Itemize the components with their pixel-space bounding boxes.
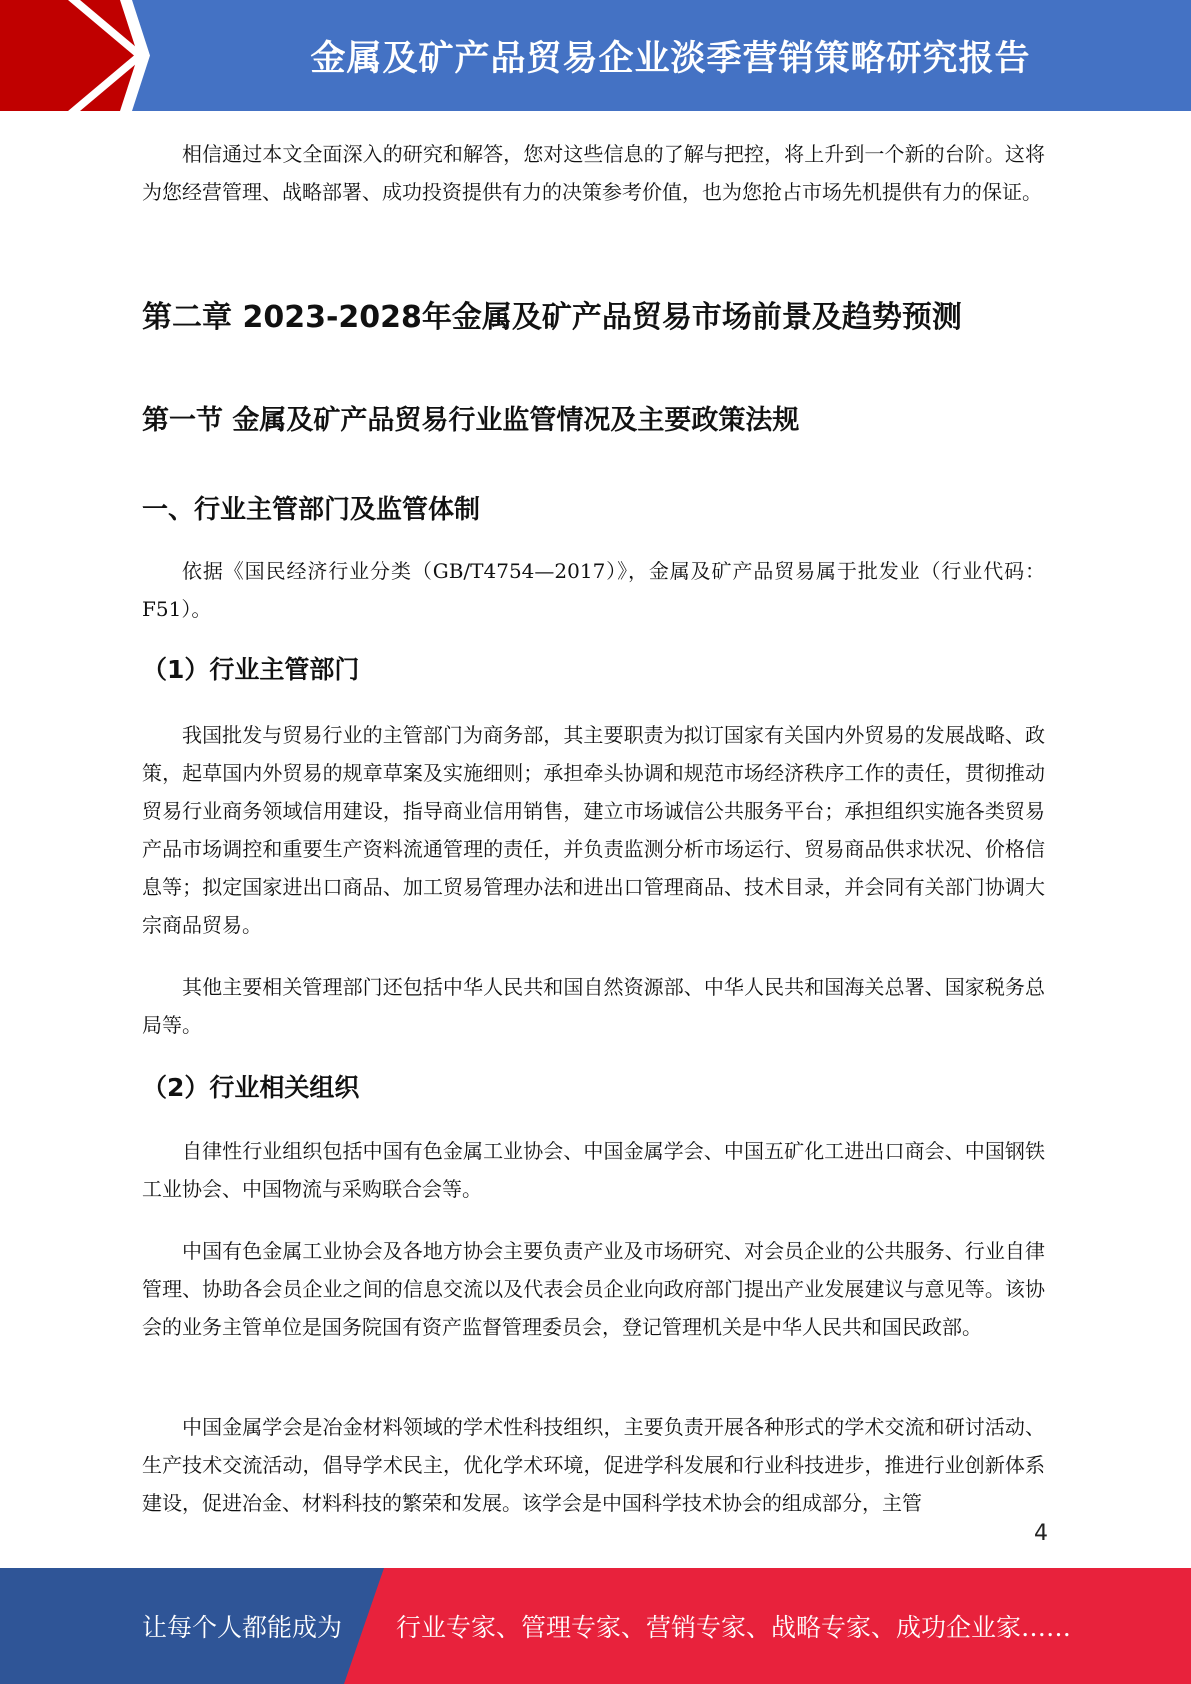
chapter-title: 第二章 2023-2028年金属及矿产品贸易市场前景及趋势预测 (142, 300, 962, 335)
header-arrow-icon (0, 0, 150, 111)
sub1-paragraph-2: 其他主要相关管理部门还包括中华人民共和国自然资源部、中华人民共和国海关总署、国家税务总局等。 (142, 975, 1045, 1037)
sub2-paragraph-3: 中国金属学会是冶金材料领域的学术性科技组织，主要负责开展各种形式的学术交流和研讨活动、生产技术交流活动，倡导学术民主，优化学术环境，促进学科发展和行业科技进步，推进行业创新体系建设，促进冶金、材料科技的繁荣和发展。该学会是中国科学技术协会的组成部分，主管 (142, 1415, 1045, 1515)
sub2-paragraph-2: 中国有色金属工业协会及各地方协会主要负责产业及市场研究、对会员企业的公共服务、行业自律管理、协助各会员企业之间的信息交流以及代表会员企业向政府部门提出产业发展建议与意见等。该协会的业务主管单位是国务院国有资产监督管理委员会，登记管理机关是中华人民共和国民政部。 (142, 1239, 1045, 1339)
subsection-title: 一、行业主管部门及监管体制 (142, 495, 481, 525)
sub2-title: （2）行业相关组织 (142, 1073, 360, 1102)
section-title: 第一节 金属及矿产品贸易行业监管情况及主要政策法规 (142, 405, 800, 436)
footer-slogan-left: 让每个人都能成为 (142, 1613, 343, 1642)
sub2-paragraph-1: 自律性行业组织包括中国有色金属工业协会、中国金属学会、中国五矿化工进出口商会、中国钢铁工业协会、中国物流与采购联合会等。 (142, 1139, 1045, 1201)
page-footer (0, 1568, 1191, 1684)
footer-slogan-right: 行业专家、管理专家、营销专家、战略专家、成功企业家…… (396, 1613, 1072, 1642)
page-number: 4 (1034, 1521, 1048, 1546)
intro-paragraph: 相信通过本文全面深入的研究和解答，您对这些信息的了解与把控，将上升到一个新的台阶。这将为您经营管理、战略部署、成功投资提供有力的决策参考价值，也为您抢占市场先机提供有力的保证。 (142, 142, 1045, 204)
sub1-paragraph-1: 我国批发与贸易行业的主管部门为商务部，其主要职责为拟订国家有关国内外贸易的发展战略、政策，起草国内外贸易的规章草案及实施细则；承担牵头协调和规范市场经济秩序工作的责任，贯彻推动贸易行业商务领域信用建设，指导商业信用销售，建立市场诚信公共服务平台；承担组织实施各类贸易产品市场调控和重要生产资料流通管理的责任，并负责监测分析市场运行、贸易商品供求状况、价格信息等；拟定国家进出口商品、加工贸易管理办法和进出口管理商品、技术目录，并会同有关部门协调大宗商品贸易。 (142, 723, 1045, 937)
sub1-title: （1）行业主管部门 (142, 655, 360, 684)
classification-paragraph: 依据《国民经济行业分类（GB/T4754—2017）》，金属及矿产品贸易属于批发业（行业代码：F51）。 (142, 559, 1045, 621)
header-title: 金属及矿产品贸易企业淡季营销策略研究报告 (310, 38, 1031, 79)
page-header (0, 0, 1191, 111)
